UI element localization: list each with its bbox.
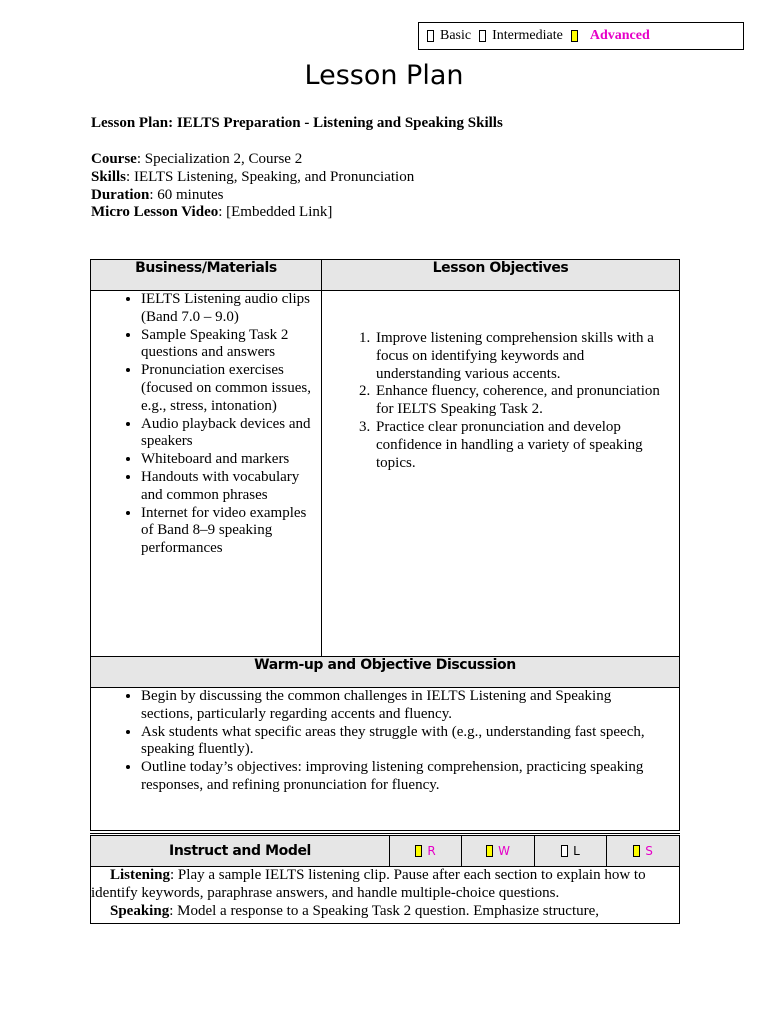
lesson-meta — [91, 151, 414, 222]
objectives-cell — [322, 291, 680, 657]
list-item: • Audio playback devices and speakers — [141, 416, 321, 452]
list-item: • Sample Speaking Task 2 questions and answers — [141, 327, 321, 363]
listening-checkbox[interactable] — [561, 845, 568, 857]
speaking-checkbox[interactable] — [633, 845, 640, 857]
listening-bold-label: Listening — [110, 867, 171, 883]
list-item: • Pronunciation exercises (focused on common issues, e.g., stress, intonation) — [141, 362, 321, 415]
materials-header: Business/Materials — [91, 260, 322, 291]
materials-list — [91, 291, 321, 558]
speaking-text: : Model a response to a Speaking Task 2 question. Emphasize structure, — [169, 902, 600, 919]
list-item: 3. Practice clear pronunciation and develop confidence in handling a variety of speaking topics. — [374, 419, 669, 472]
advanced-checkbox[interactable] — [571, 30, 578, 42]
objectives-header: Lesson Objectives — [322, 260, 680, 291]
list-item: 1. Improve listening comprehension skills with a focus on identifying keywords and understanding various accents. — [374, 330, 669, 383]
list-item: • Outline today’s objectives: improving listening comprehension, practicing speaking responses, and refining pronunciation for fluency. — [141, 759, 659, 795]
basic-checkbox[interactable] — [427, 30, 434, 42]
skill-writing[interactable] — [462, 835, 535, 867]
video-line — [91, 204, 414, 222]
warmup-cell — [91, 688, 680, 831]
listening-text: : Play a sample IELTS listening clip. Pause after each section to explain how to identify keywords, paraphrase answers, and handle multiple-choice questions. — [91, 867, 646, 901]
objectives-list — [322, 291, 679, 472]
speaking-label: S — [645, 844, 653, 858]
writing-checkbox[interactable] — [486, 845, 493, 857]
instruct-table — [90, 833, 680, 924]
instruct-header: Instruct and Model — [91, 835, 390, 867]
skills-label: Skills — [91, 168, 127, 185]
video-label: Micro Lesson Video — [91, 204, 219, 221]
list-item: • Handouts with vocabulary and common phrases — [141, 469, 321, 505]
plan-heading: Lesson Plan: IELTS Preparation - Listening and Speaking Skills — [91, 115, 503, 131]
skill-speaking[interactable] — [607, 835, 680, 867]
warmup-list — [91, 688, 679, 795]
instruct-cell — [91, 867, 680, 924]
course-value: : Specialization 2, Course 2 — [136, 151, 303, 167]
course-line — [91, 151, 414, 169]
speaking-paragraph — [91, 903, 679, 921]
duration-label: Duration — [91, 186, 150, 203]
listening-paragraph — [91, 867, 679, 903]
course-label: Course — [91, 151, 137, 167]
list-item: • Ask students what specific areas they struggle with (e.g., understanding fast speech, speaking fluently). — [141, 724, 659, 760]
video-value[interactable]: : [Embedded Link] — [218, 204, 333, 221]
skills-value: : IELTS Listening, Speaking, and Pronunciation — [126, 168, 415, 185]
list-item: • Begin by discussing the common challenges in IELTS Listening and Speaking sections, particularly regarding accents and fluency. — [141, 688, 659, 724]
writing-label: W — [498, 844, 510, 858]
skills-line — [91, 169, 414, 187]
level-selector — [418, 22, 744, 50]
list-item: 2. Enhance fluency, coherence, and pronunciation for IELTS Speaking Task 2. — [374, 383, 669, 419]
reading-checkbox[interactable] — [415, 845, 422, 857]
listening-label: L — [573, 844, 580, 858]
speaking-bold-label: Speaking — [110, 902, 170, 919]
intermediate-level-label: Intermediate — [492, 28, 563, 43]
advanced-level-label: Advanced — [589, 28, 650, 43]
list-item: • Internet for video examples of Band 8–9 speaking performances — [141, 505, 321, 558]
list-item: • Whiteboard and markers — [141, 451, 321, 469]
list-item: • IELTS Listening audio clips (Band 7.0 – 9.0) — [141, 291, 321, 327]
basic-level-label: Basic — [440, 28, 472, 43]
page-title: Lesson Plan — [304, 60, 464, 91]
intermediate-checkbox[interactable] — [479, 30, 486, 42]
reading-label: R — [427, 844, 436, 858]
lesson-table — [90, 259, 680, 831]
duration-line — [91, 187, 414, 205]
skill-listening[interactable] — [535, 835, 607, 867]
skill-reading[interactable] — [390, 835, 462, 867]
materials-cell — [91, 291, 322, 657]
warmup-header: Warm-up and Objective Discussion — [91, 657, 680, 688]
duration-value: : 60 minutes — [149, 186, 224, 203]
